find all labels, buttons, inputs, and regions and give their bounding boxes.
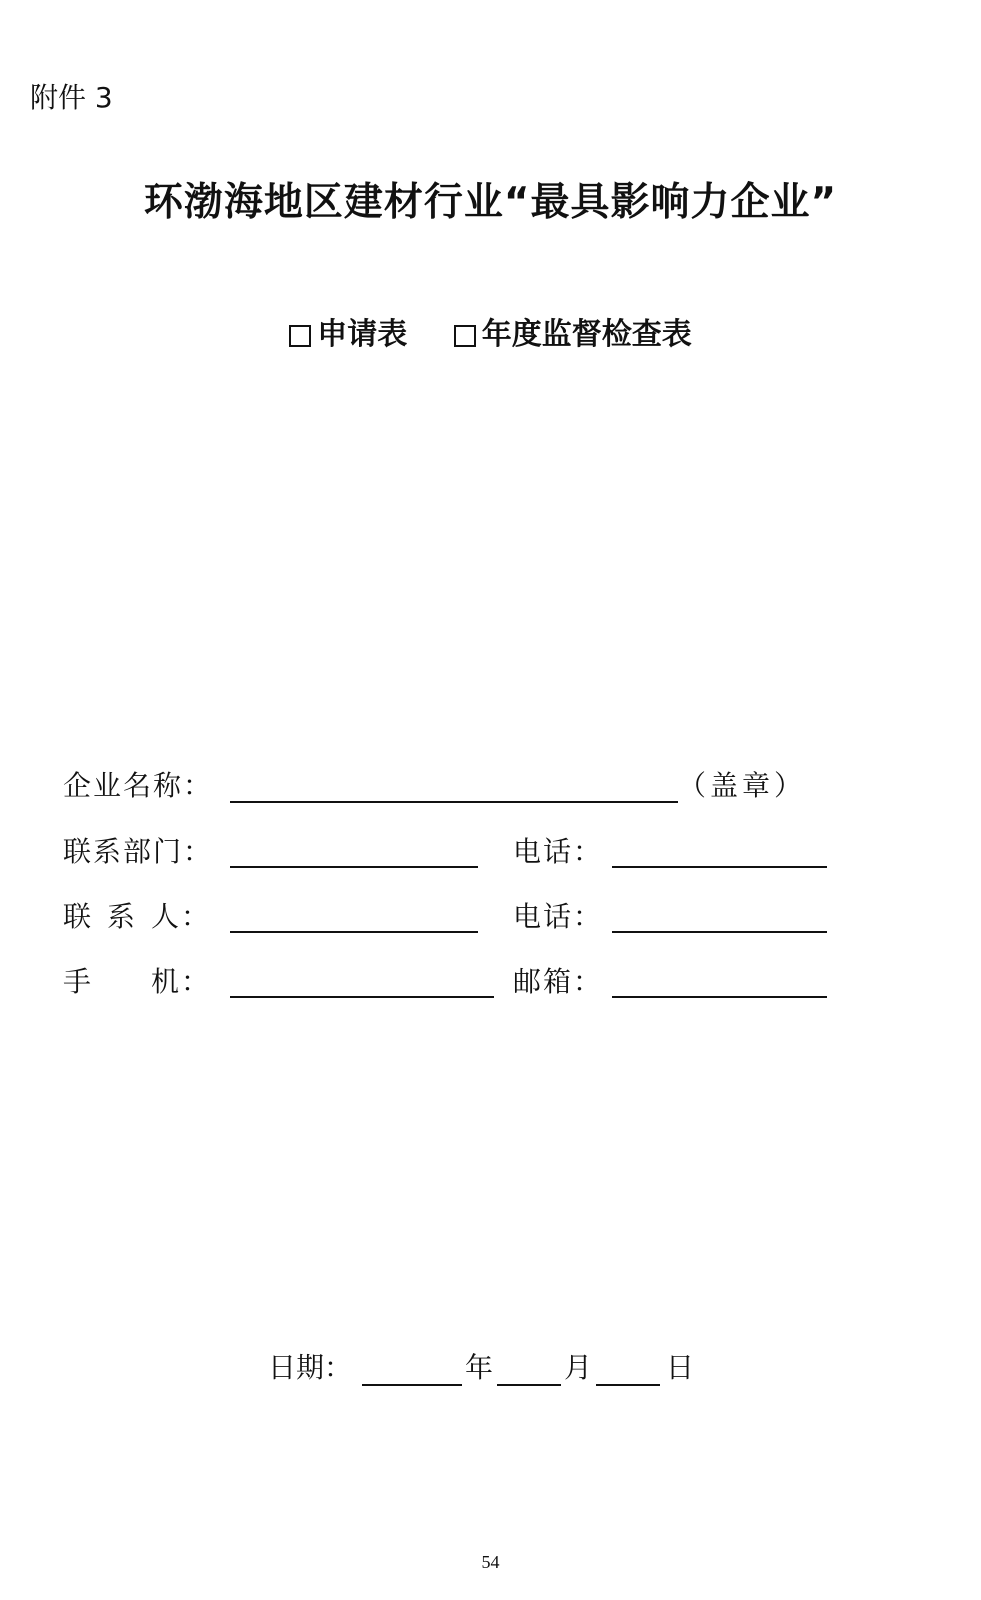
phone-field[interactable] <box>612 866 827 868</box>
checkbox-icon[interactable] <box>454 325 476 347</box>
seal-note: （盖章） <box>678 769 807 802</box>
option-application-form[interactable] <box>289 315 407 355</box>
option-annual-inspection-label: 年度监督检查表 <box>481 317 692 352</box>
phone-label: 电话： <box>513 835 604 868</box>
day-unit: 日 <box>666 1351 695 1384</box>
contact-label-part: 系 <box>106 900 137 933</box>
attachment-label: 附件 3 <box>30 81 113 114</box>
contact-label-part: 人： <box>150 900 211 933</box>
contact-person-field[interactable] <box>230 931 478 933</box>
form-type-options <box>0 315 981 357</box>
date-day-field[interactable] <box>596 1384 660 1386</box>
page-number: 54 <box>481 1552 500 1572</box>
mobile-field[interactable] <box>230 996 494 998</box>
date-month-field[interactable] <box>497 1384 561 1386</box>
department-label: 联系部门： <box>63 835 214 868</box>
phone-label: 电话： <box>513 900 604 933</box>
option-application-label: 申请表 <box>317 317 408 352</box>
email-label: 邮箱： <box>513 965 604 998</box>
date-year-field[interactable] <box>362 1384 462 1386</box>
year-unit: 年 <box>465 1351 494 1384</box>
company-name-field[interactable] <box>230 801 678 803</box>
phone-field[interactable] <box>612 931 827 933</box>
department-field[interactable] <box>230 866 478 868</box>
date-label: 日期： <box>268 1351 353 1384</box>
contact-person-label <box>63 899 211 935</box>
checkbox-icon[interactable] <box>289 325 311 347</box>
mobile-label <box>63 964 211 1000</box>
option-annual-inspection-form[interactable] <box>454 315 692 355</box>
mobile-label-part: 机： <box>150 965 211 998</box>
contact-label-part: 联 <box>63 900 94 933</box>
document-title: 环渤海地区建材行业“最具影响力企业” <box>143 180 838 225</box>
company-name-label: 企业名称： <box>63 769 214 802</box>
month-unit: 月 <box>564 1351 593 1384</box>
email-field[interactable] <box>612 996 827 998</box>
mobile-label-part: 手 <box>63 965 94 998</box>
